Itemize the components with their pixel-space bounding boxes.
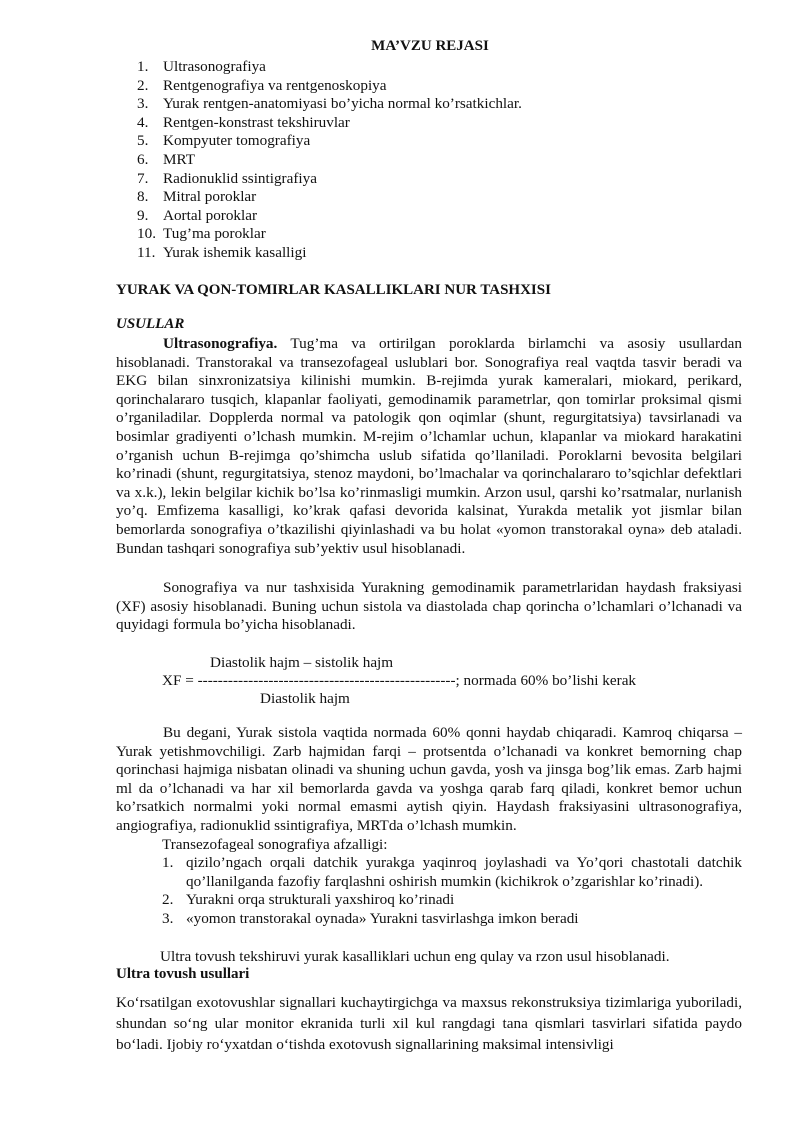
list-item-number: 10. bbox=[137, 225, 156, 243]
list-item bbox=[137, 207, 522, 226]
ultra-note: Ultra tovush tekshiruvi yurak kasalliklari uchun eng qulay va rzon usul hisoblanadi. bbox=[160, 948, 670, 965]
list-item bbox=[137, 244, 522, 263]
formula-numerator: Diastolik hajm – sistolik hajm bbox=[210, 654, 394, 671]
list-item bbox=[137, 77, 522, 96]
list-item-text: Ultrasonografiya bbox=[163, 58, 266, 75]
list-item bbox=[137, 225, 522, 244]
list-item-number: 2. bbox=[137, 76, 149, 94]
list-item-text: Radionuklid ssintigrafiya bbox=[163, 169, 317, 187]
list-item-text: Tug’ma poroklar bbox=[163, 225, 266, 243]
list-item-number: 3. bbox=[137, 95, 149, 113]
paragraph-text: Tug’ma va ortirilgan poroklarda birlamchi va asosiy usullardan hisoblanadi. Transtorakal va transezofageal uslublari bor. Sonografiya real vaqtda tasvir beradi va EKG bilan sinxronizatsiya kilinishi mumkin. B-rejimda yurak kameralari, miokard, perikard, qorinchalararo tusqich, klapanlar faoliyati, gemodinamik parametrlar, qon tomirlar proksimal qismi o’rganiladilar. Dopplerda normal va patologik qon oqimlar (shunt, regurgitatsiya) tavsirlanadi va bosimlar gradiyenti o’lchash mumkin. M-rejim o’lchamlar uchun, klapanlar va miokard harakatini o’rganish uchun B-rejimga qo’shimcha uslub sifatida qo’llaniladi. Poroklarni bevosita belgilari ko’rinadi (shunt, regurgitatsiya, stenoz maydoni, bo’lmachalar va qorinchalararo to’sqichlar defektlari va x.k.), lekin belgilar kichik bo’lsa ko’rinmasligi mumkin. Arzon usul, qarshi ko’rsatmalar, nurlanish yo’q. Emfizema kasalligi, ko’krak qafasi devorida kalsinat, Yurakda metalik yot jismlar bilan bemorlarda sonografiya o’tkazilishi qiyinlashadi va bu holat «yomon transtorakal oyna» deb ataladi. Bundan tashqari sonografiya sub’yektiv usul hisoblanadi. bbox=[116, 335, 742, 557]
list-item-text: Rentgen-konstrast tekshiruvlar bbox=[163, 113, 350, 131]
formula-line: XF = ---------------------------------------------------; normada 60% bo’lishi kerak bbox=[162, 672, 637, 689]
list-item-number: 11. bbox=[137, 243, 156, 261]
list-item-number: 9. bbox=[137, 206, 149, 224]
paragraph-lead: Ultrasonografiya. bbox=[163, 335, 278, 352]
paragraph-ultrasonography bbox=[116, 335, 742, 558]
list-item-number: 2. bbox=[162, 891, 174, 909]
formula-denominator: Diastolik hajm bbox=[260, 690, 350, 707]
paragraph-meaning: Bu degani, Yurak sistola vaqtida normada 60% qonni haydab chiqaradi. Kamroq chiqarsa – Yurak yetishmovchiligi. Zarb hajmidan farqi – protsentda o’lchanadi va konkret bemorning chap qorinchasi hajmiga nisbatan olinadi va shuning uchun gavda, yosh va jinsga bog’lik emas. Zarb hajmi ml da o’lchanadi va har xil bemorlarda gavda va yoshga qarab farq qiladi, konkret bemor uchun ko’rsatkich normalmi yoki normal emasmi aytish qiyin. Haydash fraksiyasini ultrasonografiya, angiografiya, radionuklid ssintigrafiya, MRTda o’lchash mumkin. bbox=[116, 724, 742, 834]
list-item-number: 6. bbox=[137, 150, 149, 168]
list-item bbox=[137, 95, 522, 114]
list-item-number: 5. bbox=[137, 132, 149, 150]
advantages-title: Transezofageal sonografiya afzalligi: bbox=[162, 836, 388, 853]
list-item-text: Yurak ishemik kasalligi bbox=[163, 243, 307, 261]
list-item bbox=[137, 58, 522, 77]
list-item-text: qizilo’ngach orqali datchik yurakga yaqinroq joylashadi va Yo’qori chastotali datchik qo’llanilganda fazofiy farqlashni oshirish mumkin (kichikrok o’zgarishlar ko’rinadi). bbox=[186, 854, 742, 890]
list-item-number: 4. bbox=[137, 113, 149, 131]
list-item-number: 1. bbox=[137, 58, 149, 75]
paragraph-ejection-fraction: Sonografiya va nur tashxisida Yurakning gemodinamik parametrlaridan haydash fraksiyasi (XF) asosiy hisoblanadi. Buning uchun sistola va diastolada chap qorincha o’lchamlari o’lchanadi va quyidagi formula bo’yicha hisoblanadi. bbox=[116, 579, 742, 634]
list-item-text: Mitral poroklar bbox=[163, 188, 257, 206]
list-item-number: 1. bbox=[162, 854, 174, 871]
plan-list bbox=[137, 58, 522, 263]
list-item-text: Kompyuter tomografiya bbox=[163, 132, 311, 150]
list-item bbox=[137, 151, 522, 170]
list-item bbox=[137, 170, 522, 189]
list-item bbox=[137, 132, 522, 151]
list-item-text: Aortal poroklar bbox=[163, 206, 258, 224]
list-item-text: Yurakni orqa strukturali yaxshiroq ko’rinadi bbox=[186, 891, 455, 909]
list-item bbox=[137, 188, 522, 207]
section-heading: YURAK VA QON-TOMIRLAR KASALLIKLARI NUR TASHXISI bbox=[116, 282, 551, 298]
paragraph-ultrasound-methods: Ko‘rsatilgan exotovushlar signallari kuchaytirgichga va maxsus rekonstruksiya tizimlariga yuboriladi, shundan so‘ng ular monitor ekranida turli xil kul rangdagi tana qismlari tasvirlari sifatida paydo bo‘ladi. Ijobiy ro‘yxatdan o‘tishda exotovush signallarining maksimal intensivligi bbox=[116, 994, 742, 1053]
list-item-number: 7. bbox=[137, 169, 149, 187]
ultra-heading: Ultra tovush usullari bbox=[116, 966, 250, 982]
list-item-number: 3. bbox=[162, 909, 174, 927]
list-item-text: Yurak rentgen-anatomiyasi bo’yicha normal ko’rsatkichlar. bbox=[163, 95, 522, 113]
list-item-text: «yomon transtorakal oynada» Yurakni tasvirlashga imkon beradi bbox=[186, 909, 579, 927]
list-item-number: 8. bbox=[137, 188, 149, 206]
list-item bbox=[162, 910, 742, 929]
advantages-list bbox=[162, 854, 742, 928]
plan-title: MA’VZU REJASI bbox=[371, 38, 489, 54]
list-item bbox=[162, 891, 742, 910]
list-item-text: Rentgenografiya va rentgenoskopiya bbox=[163, 76, 387, 94]
section-subheading: USULLAR bbox=[116, 316, 185, 332]
list-item bbox=[137, 114, 522, 133]
list-item-text: MRT bbox=[163, 150, 195, 168]
list-item bbox=[162, 854, 742, 891]
